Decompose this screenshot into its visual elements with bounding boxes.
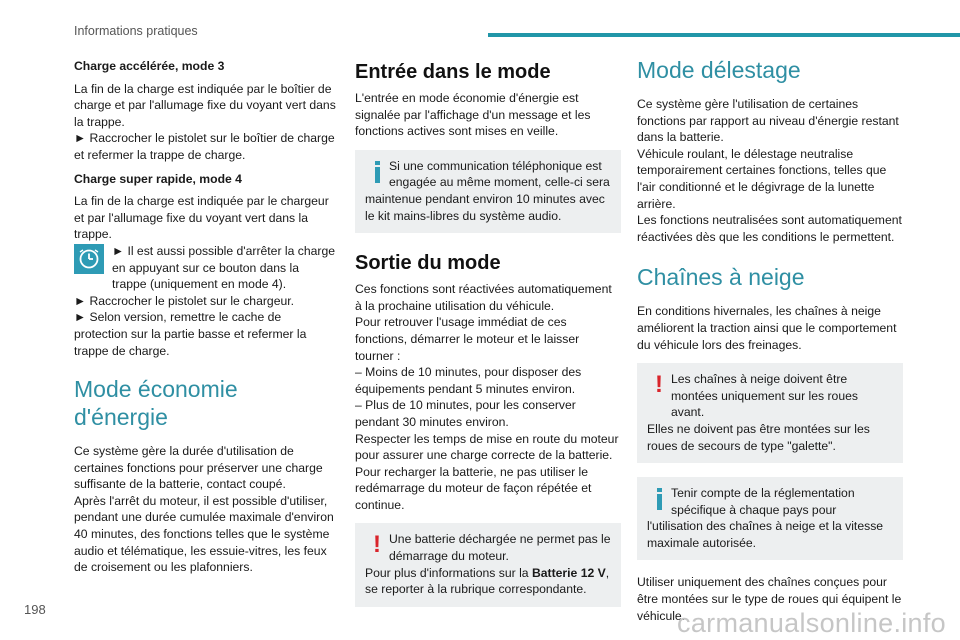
warning-box <box>637 363 903 463</box>
info-text-rest: maintenue pendant environ 10 minutes avec le kit mains-libres du système audio. <box>365 191 605 223</box>
paragraph: – Moins de 10 minutes, pour disposer des équipements pendant 5 minutes environ. <box>355 365 582 396</box>
paragraph: Ces fonctions sont réactivées automatiquement à la prochaine utilisation du véhicule. <box>355 282 612 313</box>
warning-icon: ! <box>373 531 381 559</box>
header-accent-bar <box>488 33 960 37</box>
info-icon <box>375 161 380 183</box>
paragraph: ► Raccrocher le pistolet sur le chargeur. <box>74 293 295 308</box>
charge-stop-row <box>74 243 336 293</box>
warning-icon: ! <box>655 371 663 399</box>
warning-box <box>355 523 621 606</box>
info-text: Si une communication téléphonique est engagée au même moment, celle-ci sera <box>389 158 610 190</box>
info-icon <box>657 488 662 510</box>
heading-mode-4: Charge super rapide, mode 4 <box>74 171 242 186</box>
info-text-rest: l'utilisation des chaînes à neige et la vitesse maximale autorisée. <box>647 519 884 550</box>
paragraph: Les fonctions neutralisées sont automatiquement réactivées dès que les conditions le permettent. <box>637 213 902 244</box>
paragraph: En conditions hivernales, les chaînes à neige améliorent la traction ainsi que le comportement du véhicule lors des freinages. <box>637 304 897 352</box>
paragraph: – Plus de 10 minutes, pour les conserver pendant 30 minutes environ. <box>355 398 576 429</box>
heading-mode-3: Charge accélérée, mode 3 <box>74 59 225 73</box>
warning-text-rest: Elles ne doivent pas être montées sur les roues de secours de type "galette". <box>647 421 870 453</box>
info-box <box>355 150 621 233</box>
paragraph: Ce système gère l'utilisation de certaines fonctions par rapport au niveau d'énergie restant dans la batterie. <box>637 97 899 145</box>
clock-stop-icon <box>74 244 104 274</box>
paragraph: La fin de la charge est indiquée par le boîtier de charge et par l'allumage fixe du voyant vert dans la trappe. <box>74 81 336 129</box>
heading-sortie: Sortie du mode <box>355 252 501 275</box>
info-text: Tenir compte de la réglementation spécifique à chaque pays pour <box>671 486 855 517</box>
watermark: carmanualsonline.info <box>677 608 946 638</box>
charge-stop-text: ► Il est aussi possible d'arrêter la charge en appuyant sur ce bouton dans la trappe (uniquement en mode 4). <box>112 243 336 292</box>
paragraph: Après l'arrêt du moteur, il est possible d'utiliser, pendant une durée cumulée maximale d'environ 40 minutes, des fonctions telles que le système audio et télématique, les essuie-vitres, les feux de croisement ou les plafonniers. <box>74 493 334 575</box>
column-1 <box>74 56 336 583</box>
column-2 <box>355 56 621 621</box>
column-3 <box>637 56 903 631</box>
section-title-delestage: Mode délestage <box>637 57 801 83</box>
paragraph: Utiliser uniquement des chaînes conçues pour être montées sur le type de roues qui équipent le véhicule. <box>637 575 902 623</box>
paragraph: Pour recharger la batterie, ne pas utiliser le redémarrage du moteur de façon répétée et continue. <box>355 464 592 512</box>
paragraph: Ce système gère la durée d'utilisation de certaines fonctions pour préserver une charge suffisante de la batterie, contact coupé. <box>74 444 323 492</box>
header-title: Informations pratiques <box>74 24 198 38</box>
warning-text: Une batterie déchargée ne permet pas le démarrage du moteur. <box>389 532 611 564</box>
section-title-economie: Mode économie d'énergie <box>74 376 238 431</box>
paragraph: La fin de la charge est indiquée par le chargeur et par l'allumage fixe du voyant vert dans la trappe. <box>74 194 329 242</box>
warning-text: Les chaînes à neige doivent être montées uniquement sur les roues avant. <box>671 372 858 420</box>
battery-link-label: Batterie 12 V <box>531 565 606 580</box>
section-title-chaines: Chaînes à neige <box>637 264 805 291</box>
paragraph: ► Raccrocher le pistolet sur le boîtier de charge et refermer la trappe de charge. <box>74 131 335 162</box>
page-number: 198 <box>24 602 46 617</box>
paragraph: Véhicule roulant, le délestage neutralise temporairement certaines fonctions, telles que l'air conditionné et le dégivrage de la lunette arrière. <box>637 146 887 211</box>
paragraph: ► Selon version, remettre le cache de protection sur la partie basse et refermer la trappe de charge. <box>74 310 307 358</box>
heading-entree: Entrée dans le mode <box>355 61 551 83</box>
paragraph: Respecter les temps de mise en route du moteur pour assurer une charge correcte de la batterie. <box>355 431 619 463</box>
paragraph: Pour retrouver l'usage immédiat de ces fonctions, démarrer le moteur et le laisser tourner : <box>355 315 580 363</box>
info-box <box>637 477 903 560</box>
paragraph: L'entrée en mode économie d'énergie est signalée par l'affichage d'un message et les fonctions actives sont mises en veille. <box>355 91 591 139</box>
warning-text-rest: Pour plus d'informations sur la Batterie 12 V, se reporter à la rubrique correspondante. <box>365 565 610 597</box>
